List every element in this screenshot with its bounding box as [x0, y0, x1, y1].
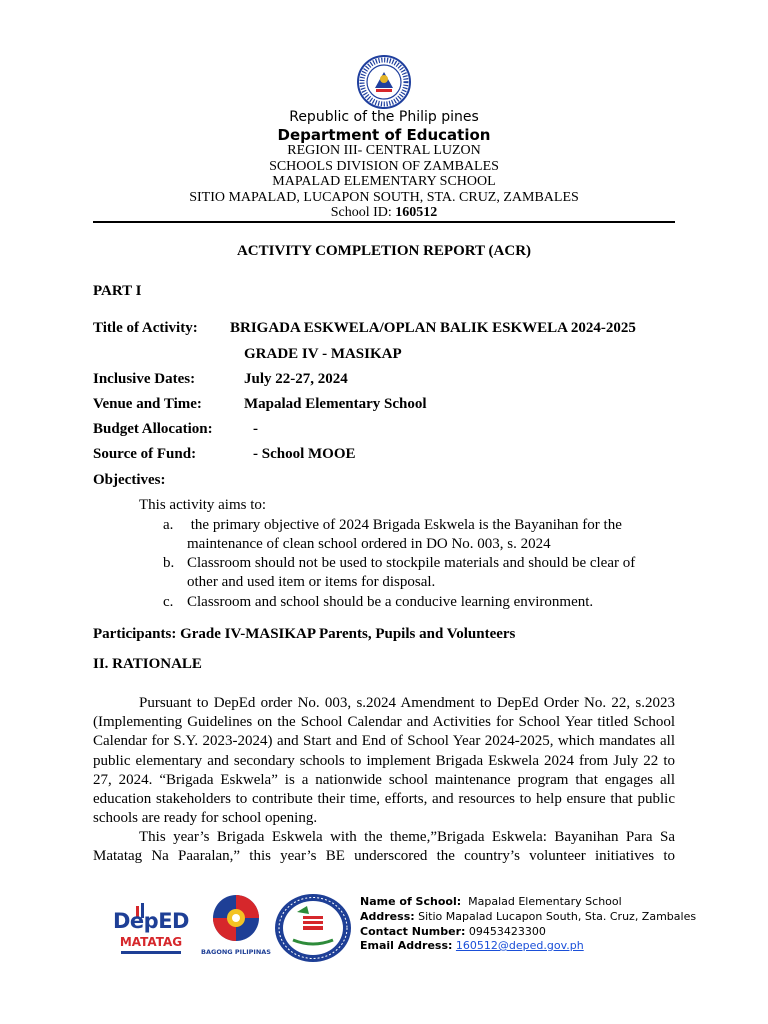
matatag-underline: [121, 951, 181, 954]
budget-value: -: [253, 421, 258, 437]
deped-logo-text: DepED: [113, 909, 189, 933]
footer-name-label: Name of School:: [360, 895, 462, 908]
division-line: SCHOOLS DIVISION OF ZAMBALES: [269, 159, 499, 174]
bagong-pilipinas-logo: [202, 893, 270, 959]
venue-label: Venue and Time:: [93, 396, 202, 412]
objectives-label: Objectives:: [93, 472, 166, 488]
footer-email-label: Email Address:: [360, 939, 453, 952]
republic-line: Republic of the Philip pines: [289, 109, 479, 125]
address-line: SITIO MAPALAD, LUCAPON SOUTH, STA. CRUZ, ZAMBALES: [189, 190, 579, 205]
fund-value: - School MOOE: [253, 446, 356, 462]
grade-section-value: GRADE IV - MASIKAP: [244, 346, 402, 362]
footer-email: [360, 938, 584, 954]
footer-address-label: Address:: [360, 910, 415, 923]
part-heading: PART I: [93, 283, 142, 299]
venue-value: Mapalad Elementary School: [244, 396, 427, 412]
school-id-label: School ID:: [330, 205, 396, 220]
rationale-paragraph-1: Pursuant to DepEd order No. 003, s.2024 Amendment to DepEd Order No. 22, s.2023 (Implementing Guidelines on the School Calendar and Activities for School Year titled School Calendar for S.Y. 2023-2024) and Start and End of School Year 2024-2025, which mandates all public elementary and secondary schools to implement Brigada Eskwela 2024 from July 22 to 27, 2024. “Brigada Eskwela” is a nationwide school maintenance program that engages all education stakeholders to contribute their time, efforts, and resources to help ensure that public schools are ready for school opening.: [93, 695, 675, 827]
report-title: ACTIVITY COMPLETION REPORT (ACR): [236, 243, 532, 259]
footer-address: [360, 909, 696, 925]
rationale-paragraph-2: This year’s Brigada Eskwela with the theme,”Brigada Eskwela: Bayanihan Para Sa Matatag Na Paaralan,” this year’s BE underscored the country’s volunteer initiatives to: [93, 829, 675, 865]
school-id-line: [0, 205, 768, 221]
participants-line: Participants: Grade IV-MASIKAP Parents, Pupils and Volunteers: [93, 626, 516, 642]
objective-marker-a: a.: [163, 517, 174, 533]
deped-matatag-logo: [113, 903, 189, 957]
footer-address-value: Sitio Mapalad Lucapon South, Sta. Cruz, Zambales: [414, 910, 697, 923]
footer-email-link[interactable]: 160512@deped.gov.ph: [455, 939, 584, 952]
matatag-text: MATATAG: [119, 935, 183, 949]
rationale-heading: II. RATIONALE: [93, 656, 202, 672]
objective-a-line2: maintenance of clean school ordered in DO No. 003, s. 2024: [187, 536, 551, 552]
title-of-activity-value: BRIGADA ESKWELA/OPLAN BALIK ESKWELA 2024-2025: [230, 320, 636, 336]
budget-label: Budget Allocation:: [93, 421, 213, 437]
header-divider: [93, 221, 675, 223]
objective-marker-c: c.: [163, 594, 174, 610]
objective-c-line1: Classroom and school should be a conducive learning environment.: [187, 594, 594, 610]
bagong-pilipinas-text: BAGONG PILIPINAS: [201, 948, 271, 956]
inclusive-dates-label: Inclusive Dates:: [93, 371, 196, 387]
objective-b-line1: Classroom should not be used to stockpile materials and should be clear of: [187, 555, 636, 571]
school-id-value: 160512: [395, 205, 438, 220]
footer-name-value: Mapalad Elementary School: [461, 895, 622, 908]
fund-label: Source of Fund:: [93, 446, 197, 462]
objective-b-line2: other and used item or items for disposal.: [187, 574, 436, 590]
footer-school-name: [360, 894, 622, 910]
objective-a-line1: the primary objective of 2024 Brigada Eskwela is the Bayanihan for the: [187, 517, 622, 533]
school-line: MAPALAD ELEMENTARY SCHOOL: [272, 174, 496, 189]
objectives-intro: This activity aims to:: [139, 497, 267, 513]
objective-marker-b: b.: [163, 555, 175, 571]
footer-contact-label: Contact Number:: [360, 925, 466, 938]
department-line: Department of Education: [277, 126, 491, 144]
inclusive-dates-value: July 22-27, 2024: [244, 371, 348, 387]
title-of-activity-label: Title of Activity:: [93, 320, 198, 336]
deped-seal: [349, 55, 419, 109]
footer-contact-value: 09453423300: [465, 925, 546, 938]
region-line: REGION III- CENTRAL LUZON: [287, 143, 481, 158]
school-seal-logo: [273, 892, 353, 964]
